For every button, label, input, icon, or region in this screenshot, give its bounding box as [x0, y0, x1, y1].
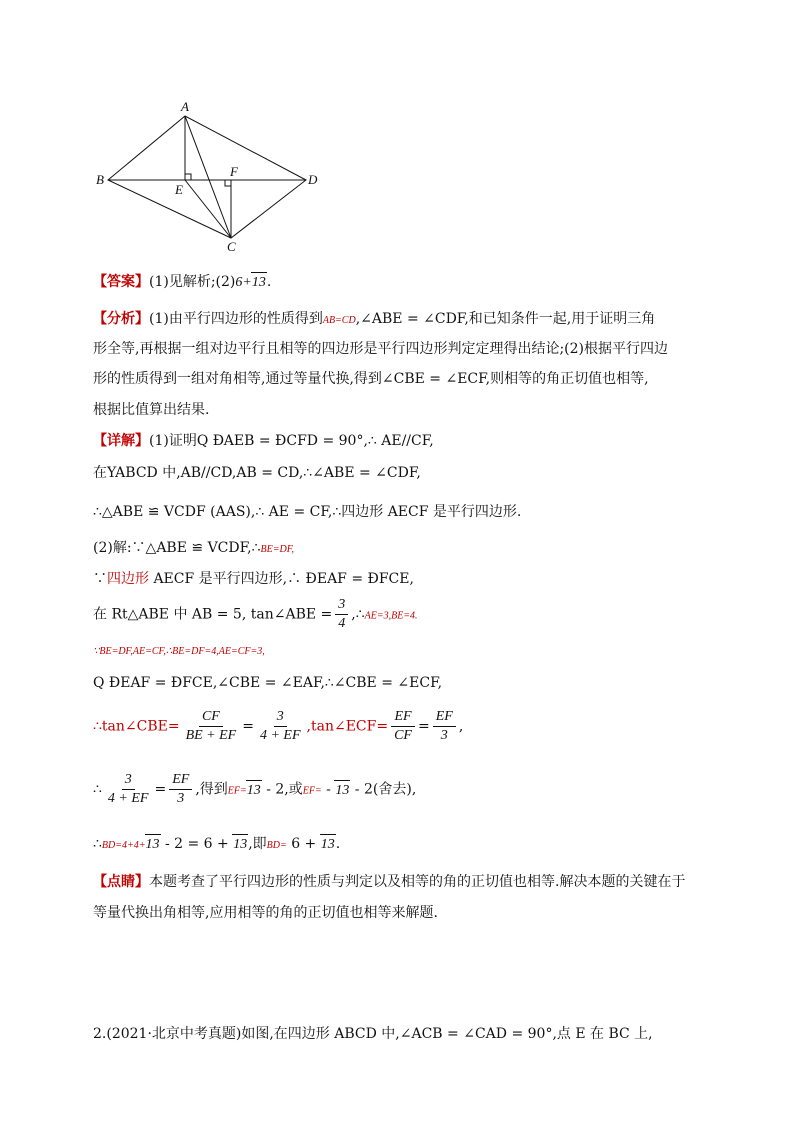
detail-line-7: ∵BE=DF,AE=CF,∴BE=DF=4,AE=CF=3, [93, 646, 265, 657]
point-label-a: A [181, 99, 189, 114]
analysis-line-1: 【分析】(1)由平行四边形的性质得到AB=CD,∠ABE = ∠CDF,和已知条件一起,用于证明三角 [93, 311, 656, 327]
detail-line-9: ∴tan∠CBE= $\frac{CF}{BE + EF}$ = $\frac{3}{4 + EF}$ ,tan∠ECF= $\frac{EF}{CF}$ = $\frac{EF}{3}$ , [93, 709, 464, 743]
comment-tag: 【点睛】 [93, 874, 149, 890]
answer-line: 【答案】(1)见解析;(2)6+13. [93, 272, 271, 293]
analysis-line-2: 形全等,再根据一组对边平行且相等的四边形是平行四边形判定定理得出结论;(2)根据平行四边 [93, 341, 668, 357]
detail-line-3: ∴△ABE ≌ VCDF (AAS),∴ AE = CF,∴四边形 AECF 是平行四边形. [93, 504, 522, 520]
analysis-line-4: 根据比值算出结果. [93, 402, 210, 418]
detail-line-11: ∴BD=4+4+13 - 2 = 6 + 13,即BD= 6 + 13. [93, 834, 340, 856]
detail-line-6: 在 Rt△ABE 中 AB = 5, tan∠ABE = $\frac{3}{4}$ ,∴AE=3,BE=4. [93, 597, 418, 631]
comment-line-1: 【点睛】本题考查了平行四边形的性质与判定以及相等的角的正切值也相等.解决本题的关键在于 [93, 874, 686, 890]
detail-line-2: 在YABCD 中,AB//CD,AB = CD,∴∠ABE = ∠CDF, [93, 465, 421, 481]
answer-tag: 【答案】 [93, 274, 149, 290]
point-label-d: D [308, 172, 318, 187]
detail-line-8: Q ÐEAF = ÐFCE,∠CBE = ∠EAF,∴∠CBE = ∠ECF, [93, 675, 443, 691]
detail-tag: 【详解】 [93, 433, 149, 449]
point-label-e: E [175, 182, 183, 197]
parallelogram-figure [88, 98, 328, 258]
analysis-tag: 【分析】 [93, 311, 149, 327]
detail-line-10: ∴ $\frac{3}{4 + EF}$ = $\frac{EF}{3}$ ,得到EF=13 - 2,或EF= - 13 - 2(舍去), [93, 772, 417, 806]
point-label-b: B [96, 172, 104, 187]
detail-line-4: (2)解:∵△ABE ≌ VCDF,∴BE=DF, [93, 540, 295, 556]
detail-line-5: ∵四边形 AECF 是平行四边形,∴ ÐEAF = ÐFCE, [93, 571, 414, 587]
comment-line-2: 等量代换出角相等,应用相等的角的正切值也相等来解题. [93, 905, 438, 921]
detail-line-1: 【详解】(1)证明Q ÐAEB = ÐCFD = 90°,∴ AE//CF, [93, 433, 434, 449]
point-label-f: F [230, 164, 238, 179]
next-problem-line: 2.(2021·北京中考真题)如图,在四边形 ABCD 中,∠ACB = ∠CAD = 90°,点 E 在 BC 上, [93, 1026, 653, 1042]
analysis-line-3: 形的性质得到一组对角相等,通过等量代换,得到∠CBE = ∠ECF,则相等的角正切值也相等, [93, 371, 649, 387]
point-label-c: C [227, 239, 236, 254]
